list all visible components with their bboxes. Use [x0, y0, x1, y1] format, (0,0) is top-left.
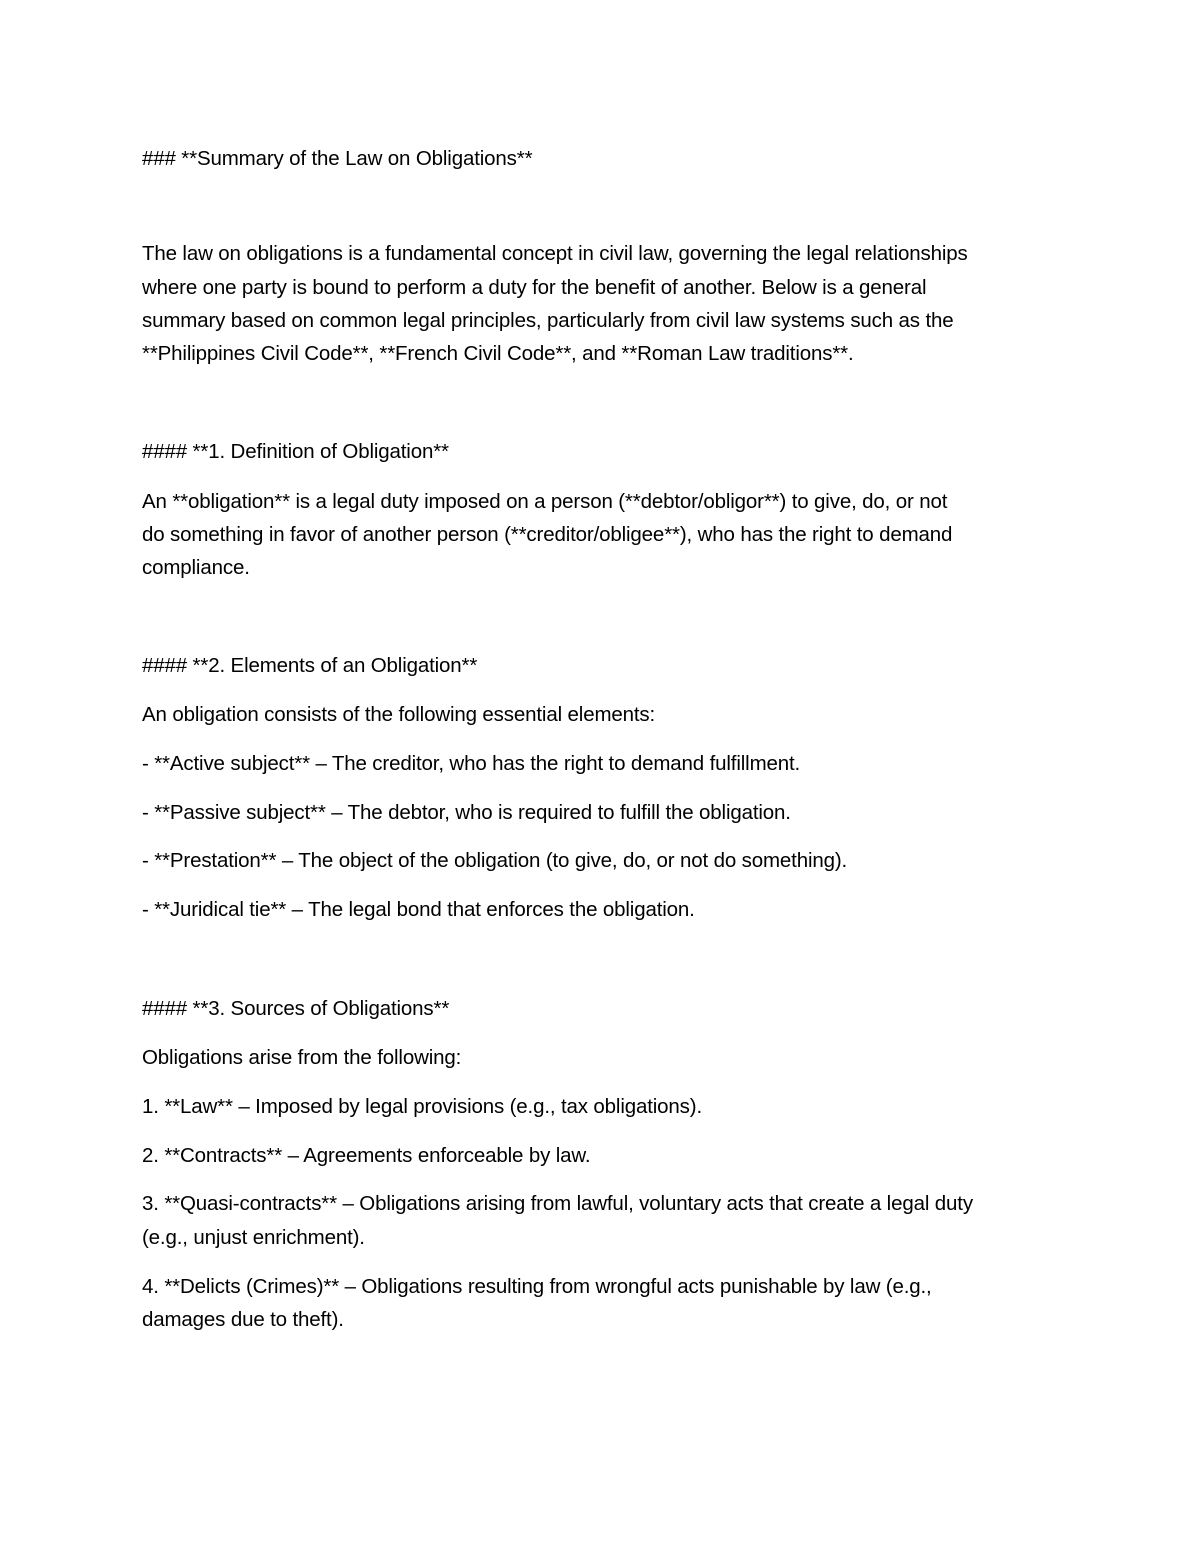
- intro-line: where one party is bound to perform a duty for the benefit of another. Below is a general: [142, 276, 927, 299]
- paragraph-line: Obligations arise from the following:: [142, 1046, 462, 1069]
- paragraph-line: An **obligation** is a legal duty imposed on a person (**debtor/obligor**) to give, do, or not: [142, 490, 948, 513]
- paragraph-line: An obligation consists of the following essential elements:: [142, 703, 656, 726]
- document-title: ### **Summary of the Law on Obligations**: [142, 147, 533, 170]
- list-item: 4. **Delicts (Crimes)** – Obligations resulting from wrongful acts punishable by law (e.g.,: [142, 1275, 932, 1298]
- section-heading: #### **1. Definition of Obligation**: [142, 440, 449, 463]
- section-heading: #### **3. Sources of Obligations**: [142, 997, 450, 1020]
- list-item: - **Passive subject** – The debtor, who is required to fulfill the obligation.: [142, 801, 791, 824]
- list-item: 1. **Law** – Imposed by legal provisions (e.g., tax obligations).: [142, 1095, 703, 1118]
- list-item: 2. **Contracts** – Agreements enforceable by law.: [142, 1144, 591, 1167]
- intro-line: **Philippines Civil Code**, **French Civil Code**, and **Roman Law traditions**.: [142, 342, 854, 365]
- paragraph-line: compliance.: [142, 556, 250, 579]
- intro-line: summary based on common legal principles, particularly from civil law systems such as the: [142, 309, 954, 332]
- list-item: damages due to theft).: [142, 1308, 344, 1331]
- list-item: - **Prestation** – The object of the obligation (to give, do, or not do something).: [142, 849, 848, 872]
- list-item: - **Active subject** – The creditor, who has the right to demand fulfillment.: [142, 752, 801, 775]
- intro-line: The law on obligations is a fundamental concept in civil law, governing the legal relationships: [142, 242, 968, 265]
- list-item: (e.g., unjust enrichment).: [142, 1226, 365, 1249]
- list-item: - **Juridical tie** – The legal bond that enforces the obligation.: [142, 898, 695, 921]
- section-heading: #### **2. Elements of an Obligation**: [142, 654, 478, 677]
- paragraph-line: do something in favor of another person (**creditor/obligee**), who has the right to demand: [142, 523, 953, 546]
- list-item: 3. **Quasi-contracts** – Obligations arising from lawful, voluntary acts that create a legal duty: [142, 1192, 973, 1215]
